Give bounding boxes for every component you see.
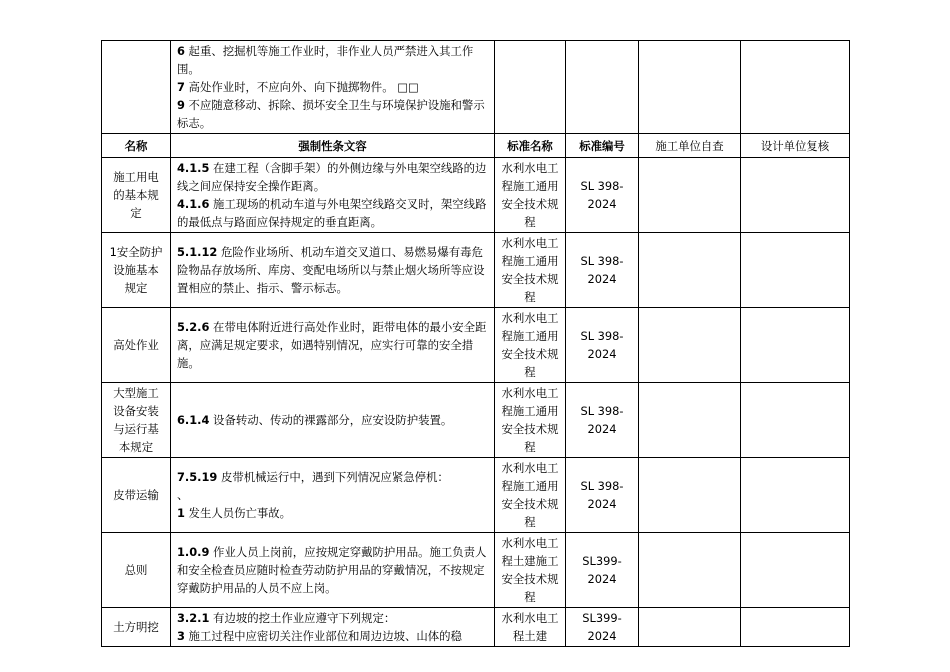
row-std-name: 水利水电工程施工通用安全技术规程 xyxy=(495,308,566,383)
continued-std-code-cell xyxy=(566,41,639,134)
clause-number: 3.2.1 xyxy=(177,611,210,625)
clause-text: 施工过程中应密切关注作业部位和周边边坡、山体的稳 xyxy=(184,629,462,643)
clause-line xyxy=(177,195,488,231)
row-clause xyxy=(171,458,495,533)
clause-number: 9 xyxy=(177,98,185,112)
header-clause: 强制性条文容 xyxy=(171,134,495,158)
row-std-name: 水利水电工程土建施工安全技术规程 xyxy=(495,533,566,608)
clause-line xyxy=(177,318,488,372)
row-std-code: SL 398-2024 xyxy=(566,383,639,458)
row-self-check[interactable] xyxy=(639,158,741,233)
row-clause xyxy=(171,158,495,233)
row-self-check[interactable] xyxy=(639,533,741,608)
row-name: 大型施工设备安装与运行基本规定 xyxy=(102,383,171,458)
clause-text: 发生人员伤亡事故。 xyxy=(184,506,292,520)
clause-text: 皮带机械运行中，遇到下列情况应紧急停机： xyxy=(217,470,449,484)
table-row xyxy=(102,458,850,533)
row-std-code: SL 398-2024 xyxy=(566,308,639,383)
clause-line xyxy=(177,486,488,504)
row-name: 1安全防护设施基本规定 xyxy=(102,233,171,308)
continued-review-cell[interactable] xyxy=(741,41,850,134)
clause-line xyxy=(177,468,488,486)
clause-text: 有边坡的挖土作业应遵守下列规定： xyxy=(209,611,396,625)
table-body xyxy=(102,158,850,647)
row-std-name: 水利水电工程施工通用安全技术规程 xyxy=(495,458,566,533)
row-review[interactable] xyxy=(741,233,850,308)
clause-text: 施工现场的机动车道与外电架空线路交叉时，架空线路的最低点与路面应保持规定的垂直距离。 xyxy=(177,197,487,229)
clause-line xyxy=(177,411,488,429)
row-name: 总则 xyxy=(102,533,171,608)
row-std-name: 水利水电工程施工通用安全技术规程 xyxy=(495,233,566,308)
header-name: 名称 xyxy=(102,134,171,158)
row-self-check[interactable] xyxy=(639,608,741,647)
table-row xyxy=(102,158,850,233)
clause-number: 4.1.5 xyxy=(177,161,210,175)
clause-number: 6.1.4 xyxy=(177,413,210,427)
header-row xyxy=(102,134,850,158)
row-clause xyxy=(171,608,495,647)
row-self-check[interactable] xyxy=(639,383,741,458)
row-name: 皮带运输 xyxy=(102,458,171,533)
row-name: 土方明挖 xyxy=(102,608,171,647)
row-std-code: SL 398-2024 xyxy=(566,158,639,233)
clause-line xyxy=(177,504,488,522)
header-std-code: 标准编号 xyxy=(566,134,639,158)
continued-self-check-cell[interactable] xyxy=(639,41,741,134)
header-review: 设计单位复核 xyxy=(741,134,850,158)
clause-text: 不应随意移动、拆除、损坏安全卫生与环境保护设施和警示标志。 xyxy=(177,98,485,130)
clause-number: 7.5.19 xyxy=(177,470,218,484)
row-clause xyxy=(171,383,495,458)
clause-text: 高处作业时，不应向外、向下抛掷物件。 xyxy=(184,80,394,94)
row-std-code: SL 398-2024 xyxy=(566,233,639,308)
clause-line xyxy=(177,159,488,195)
row-review[interactable] xyxy=(741,308,850,383)
clause-text: 在带电体附近进行高处作业时，距带电体的最小安全距离，应满足规定要求，如遇特别情况，应实行可靠的安全措施。 xyxy=(177,320,487,370)
continued-name-cell xyxy=(102,41,171,134)
row-clause xyxy=(171,308,495,383)
row-clause xyxy=(171,533,495,608)
clause-number: 1 xyxy=(177,506,185,520)
clause-number: 3 xyxy=(177,629,185,643)
row-self-check[interactable] xyxy=(639,233,741,308)
row-review[interactable] xyxy=(741,533,850,608)
clause-number: 1.0.9 xyxy=(177,545,210,559)
clause-text: 作业人员上岗前，应按规定穿戴防护用品。施工负责人和安全检查员应随时检查劳动防护用品的穿戴情况，不按规定穿戴防护用品的人员不应上岗。 xyxy=(177,545,487,595)
clause-text: 危险作业场所、机动车道交叉道口、易燃易爆有毒危险物品存放场所、库房、变配电场所以与禁止烟火场所等应设置相应的禁止、指示、警示标志。 xyxy=(177,245,485,295)
row-std-name: 水利水电工程施工通用安全技术规程 xyxy=(495,158,566,233)
clause-number: 4.1.6 xyxy=(177,197,210,211)
row-std-name: 水利水电工程施工通用安全技术规程 xyxy=(495,383,566,458)
row-review[interactable] xyxy=(741,458,850,533)
row-self-check[interactable] xyxy=(639,458,741,533)
header-self-check: 施工单位自查 xyxy=(639,134,741,158)
clause-text: 、 xyxy=(177,488,189,502)
clause-line xyxy=(177,243,488,297)
clause-line xyxy=(177,543,488,597)
clause-number: 5.2.6 xyxy=(177,320,210,334)
table-row xyxy=(102,308,850,383)
row-review[interactable] xyxy=(741,158,850,233)
row-std-code: SL399-2024 xyxy=(566,533,639,608)
clause-text: 设备转动、传动的裸露部分，应安设防护装置。 xyxy=(209,413,453,427)
clause-line xyxy=(177,96,488,132)
table-row xyxy=(102,533,850,608)
row-std-code: SL 398-2024 xyxy=(566,458,639,533)
table-row xyxy=(102,383,850,458)
continued-row xyxy=(102,41,850,134)
row-self-check[interactable] xyxy=(639,308,741,383)
clause-line xyxy=(177,627,488,645)
clause-line xyxy=(177,609,488,627)
clause-text: 起重、挖掘机等施工作业时，非作业人员严禁进入其工作围。 xyxy=(177,44,474,76)
continued-clause-cell xyxy=(171,41,495,134)
clause-number: 6 xyxy=(177,44,185,58)
row-name: 施工用电的基本规定 xyxy=(102,158,171,233)
clause-line xyxy=(177,78,488,96)
clause-line xyxy=(177,42,488,78)
row-std-code: SL399-2024 xyxy=(566,608,639,647)
continued-std-name-cell xyxy=(495,41,566,134)
row-std-name: 水利水电工程土建 xyxy=(495,608,566,647)
table-row xyxy=(102,233,850,308)
clause-text: 在建工程（含脚手架）的外侧边缘与外电架空线路的边线之间应保持安全操作距离。 xyxy=(177,161,487,193)
header-std-name: 标准名称 xyxy=(495,134,566,158)
clause-number: 7 xyxy=(177,80,185,94)
row-review[interactable] xyxy=(741,608,850,647)
table-row xyxy=(102,608,850,647)
row-name: 高处作业 xyxy=(102,308,171,383)
standards-table xyxy=(101,40,850,647)
row-clause xyxy=(171,233,495,308)
placeholder-glyphs: □□ xyxy=(397,80,419,94)
clause-number: 5.1.12 xyxy=(177,245,218,259)
row-review[interactable] xyxy=(741,383,850,458)
